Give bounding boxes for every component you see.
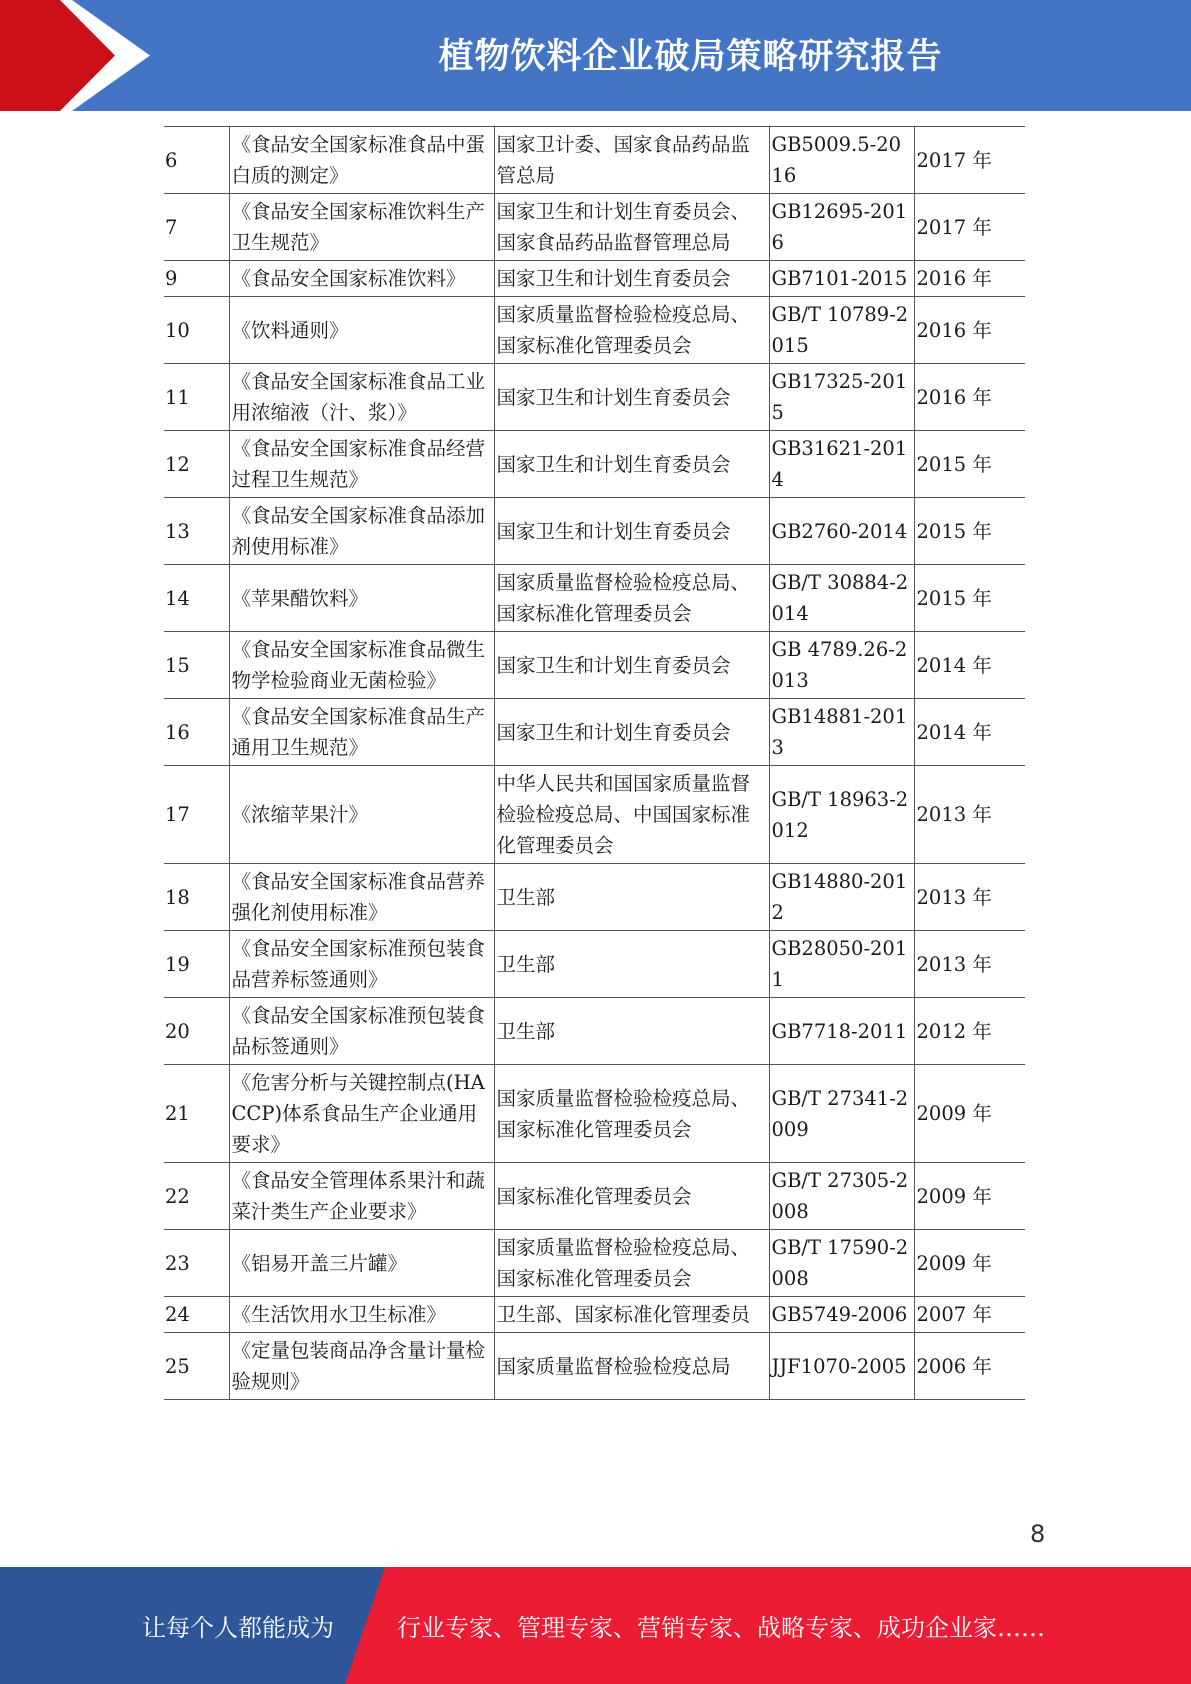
- implementation-year: 2017 年: [914, 127, 1025, 194]
- standard-code: GB 4789.26-2013: [769, 632, 914, 699]
- table-row: [164, 1065, 1025, 1163]
- row-number: 25: [164, 1333, 229, 1400]
- table-row: [164, 194, 1025, 261]
- issuing-organization: 国家质量监督检验检疫总局、国家标准化管理委员会: [494, 1065, 769, 1163]
- issuing-organization: 卫生部、国家标准化管理委员: [494, 1297, 769, 1333]
- issuing-organization: 国家卫生和计划生育委员会、国家食品药品监督管理总局: [494, 194, 769, 261]
- table-row: [164, 1230, 1025, 1297]
- standard-name: 《食品安全国家标准饮料生产卫生规范》: [229, 194, 494, 261]
- standard-code: JJF1070-2005: [769, 1333, 914, 1400]
- standard-name: 《食品安全国家标准预包装食品营养标签通则》: [229, 931, 494, 998]
- row-number: 23: [164, 1230, 229, 1297]
- implementation-year: 2014 年: [914, 699, 1025, 766]
- issuing-organization: 国家卫生和计划生育委员会: [494, 364, 769, 431]
- standard-code: GB12695-2016: [769, 194, 914, 261]
- row-number: 12: [164, 431, 229, 498]
- row-number: 20: [164, 998, 229, 1065]
- implementation-year: 2015 年: [914, 565, 1025, 632]
- standard-code: GB2760-2014: [769, 498, 914, 565]
- report-title: 植物饮料企业破局策略研究报告: [438, 36, 943, 77]
- row-number: 7: [164, 194, 229, 261]
- standard-name: 《饮料通则》: [229, 297, 494, 364]
- row-number: 15: [164, 632, 229, 699]
- row-number: 19: [164, 931, 229, 998]
- table-row: [164, 297, 1025, 364]
- table-row: [164, 127, 1025, 194]
- standard-code: GB14881-2013: [769, 699, 914, 766]
- issuing-organization: 国家卫生和计划生育委员会: [494, 699, 769, 766]
- standard-code: GB/T 10789-2015: [769, 297, 914, 364]
- table-row: [164, 565, 1025, 632]
- issuing-organization: 国家卫生和计划生育委员会: [494, 261, 769, 297]
- issuing-organization: 国家卫生和计划生育委员会: [494, 431, 769, 498]
- row-number: 13: [164, 498, 229, 565]
- row-number: 10: [164, 297, 229, 364]
- issuing-organization: 卫生部: [494, 864, 769, 931]
- issuing-organization: 国家卫生和计划生育委员会: [494, 632, 769, 699]
- standard-name: 《食品安全国家标准预包装食品标签通则》: [229, 998, 494, 1065]
- issuing-organization: 国家卫计委、国家食品药品监管总局: [494, 127, 769, 194]
- standard-name: 《食品安全国家标准食品生产通用卫生规范》: [229, 699, 494, 766]
- implementation-year: 2006 年: [914, 1333, 1025, 1400]
- standard-code: GB31621-2014: [769, 431, 914, 498]
- implementation-year: 2017 年: [914, 194, 1025, 261]
- table-row: [164, 364, 1025, 431]
- standard-name: 《食品安全国家标准食品中蛋白质的测定》: [229, 127, 494, 194]
- implementation-year: 2009 年: [914, 1230, 1025, 1297]
- standard-name: 《浓缩苹果汁》: [229, 766, 494, 864]
- implementation-year: 2013 年: [914, 766, 1025, 864]
- standard-code: GB/T 30884-2014: [769, 565, 914, 632]
- table-row: [164, 1297, 1025, 1333]
- standard-name: 《铝易开盖三片罐》: [229, 1230, 494, 1297]
- issuing-organization: 卫生部: [494, 998, 769, 1065]
- row-number: 18: [164, 864, 229, 931]
- implementation-year: 2016 年: [914, 261, 1025, 297]
- header-banner: [0, 0, 1191, 111]
- table-row: [164, 766, 1025, 864]
- table-row: [164, 1163, 1025, 1230]
- implementation-year: 2015 年: [914, 498, 1025, 565]
- implementation-year: 2014 年: [914, 632, 1025, 699]
- row-number: 14: [164, 565, 229, 632]
- standard-name: 《食品安全管理体系果汁和蔬菜汁类生产企业要求》: [229, 1163, 494, 1230]
- row-number: 22: [164, 1163, 229, 1230]
- standard-code: GB/T 27341-2009: [769, 1065, 914, 1163]
- issuing-organization: 国家卫生和计划生育委员会: [494, 498, 769, 565]
- standard-name: 《食品安全国家标准食品添加剂使用标准》: [229, 498, 494, 565]
- implementation-year: 2009 年: [914, 1065, 1025, 1163]
- implementation-year: 2007 年: [914, 1297, 1025, 1333]
- table-row: [164, 699, 1025, 766]
- row-number: 6: [164, 127, 229, 194]
- issuing-organization: 国家质量监督检验检疫总局: [494, 1333, 769, 1400]
- standard-name: 《食品安全国家标准食品经营过程卫生规范》: [229, 431, 494, 498]
- standard-code: GB14880-2012: [769, 864, 914, 931]
- table-row: [164, 998, 1025, 1065]
- issuing-organization: 国家质量监督检验检疫总局、国家标准化管理委员会: [494, 565, 769, 632]
- standard-code: GB28050-2011: [769, 931, 914, 998]
- standard-code: GB/T 17590-2008: [769, 1230, 914, 1297]
- table-row: [164, 498, 1025, 565]
- standard-name: 《食品安全国家标准食品营养强化剂使用标准》: [229, 864, 494, 931]
- row-number: 11: [164, 364, 229, 431]
- table-row: [164, 1333, 1025, 1400]
- issuing-organization: 卫生部: [494, 931, 769, 998]
- implementation-year: 2015 年: [914, 431, 1025, 498]
- footer-slogan-right: 行业专家、管理专家、营销专家、战略专家、成功企业家……: [397, 1614, 1045, 1642]
- implementation-year: 2013 年: [914, 931, 1025, 998]
- table-row: [164, 431, 1025, 498]
- row-number: 16: [164, 699, 229, 766]
- page-number: 8: [1030, 1520, 1046, 1548]
- table-row: [164, 632, 1025, 699]
- standard-name: 《食品安全国家标准食品工业用浓缩液（汁、浆）》: [229, 364, 494, 431]
- footer-banner: [0, 1567, 1191, 1684]
- standard-code: GB17325-2015: [769, 364, 914, 431]
- row-number: 17: [164, 766, 229, 864]
- standard-name: 《食品安全国家标准饮料》: [229, 261, 494, 297]
- table-row: [164, 864, 1025, 931]
- standard-name: 《危害分析与关键控制点(HACCP)体系食品生产企业通用要求》: [229, 1065, 494, 1163]
- row-number: 21: [164, 1065, 229, 1163]
- standard-name: 《食品安全国家标准食品微生物学检验商业无菌检验》: [229, 632, 494, 699]
- standard-code: GB7101-2015: [769, 261, 914, 297]
- implementation-year: 2016 年: [914, 297, 1025, 364]
- table-row: [164, 931, 1025, 998]
- issuing-organization: 中华人民共和国国家质量监督检验检疫总局、中国国家标准化管理委员会: [494, 766, 769, 864]
- standard-code: GB/T 18963-2012: [769, 766, 914, 864]
- implementation-year: 2009 年: [914, 1163, 1025, 1230]
- issuing-organization: 国家质量监督检验检疫总局、国家标准化管理委员会: [494, 1230, 769, 1297]
- standard-name: 《生活饮用水卫生标准》: [229, 1297, 494, 1333]
- footer-slogan-left: 让每个人都能成为: [142, 1614, 334, 1642]
- standard-code: GB7718-2011: [769, 998, 914, 1065]
- standard-code: GB/T 27305-2008: [769, 1163, 914, 1230]
- standard-name: 《苹果醋饮料》: [229, 565, 494, 632]
- standard-code: GB5749-2006: [769, 1297, 914, 1333]
- row-number: 24: [164, 1297, 229, 1333]
- issuing-organization: 国家标准化管理委员会: [494, 1163, 769, 1230]
- row-number: 9: [164, 261, 229, 297]
- issuing-organization: 国家质量监督检验检疫总局、国家标准化管理委员会: [494, 297, 769, 364]
- standard-name: 《定量包装商品净含量计量检验规则》: [229, 1333, 494, 1400]
- standard-code: GB5009.5-2016: [769, 127, 914, 194]
- implementation-year: 2016 年: [914, 364, 1025, 431]
- table-row: [164, 261, 1025, 297]
- implementation-year: 2013 年: [914, 864, 1025, 931]
- implementation-year: 2012 年: [914, 998, 1025, 1065]
- standards-table: [164, 126, 1025, 1400]
